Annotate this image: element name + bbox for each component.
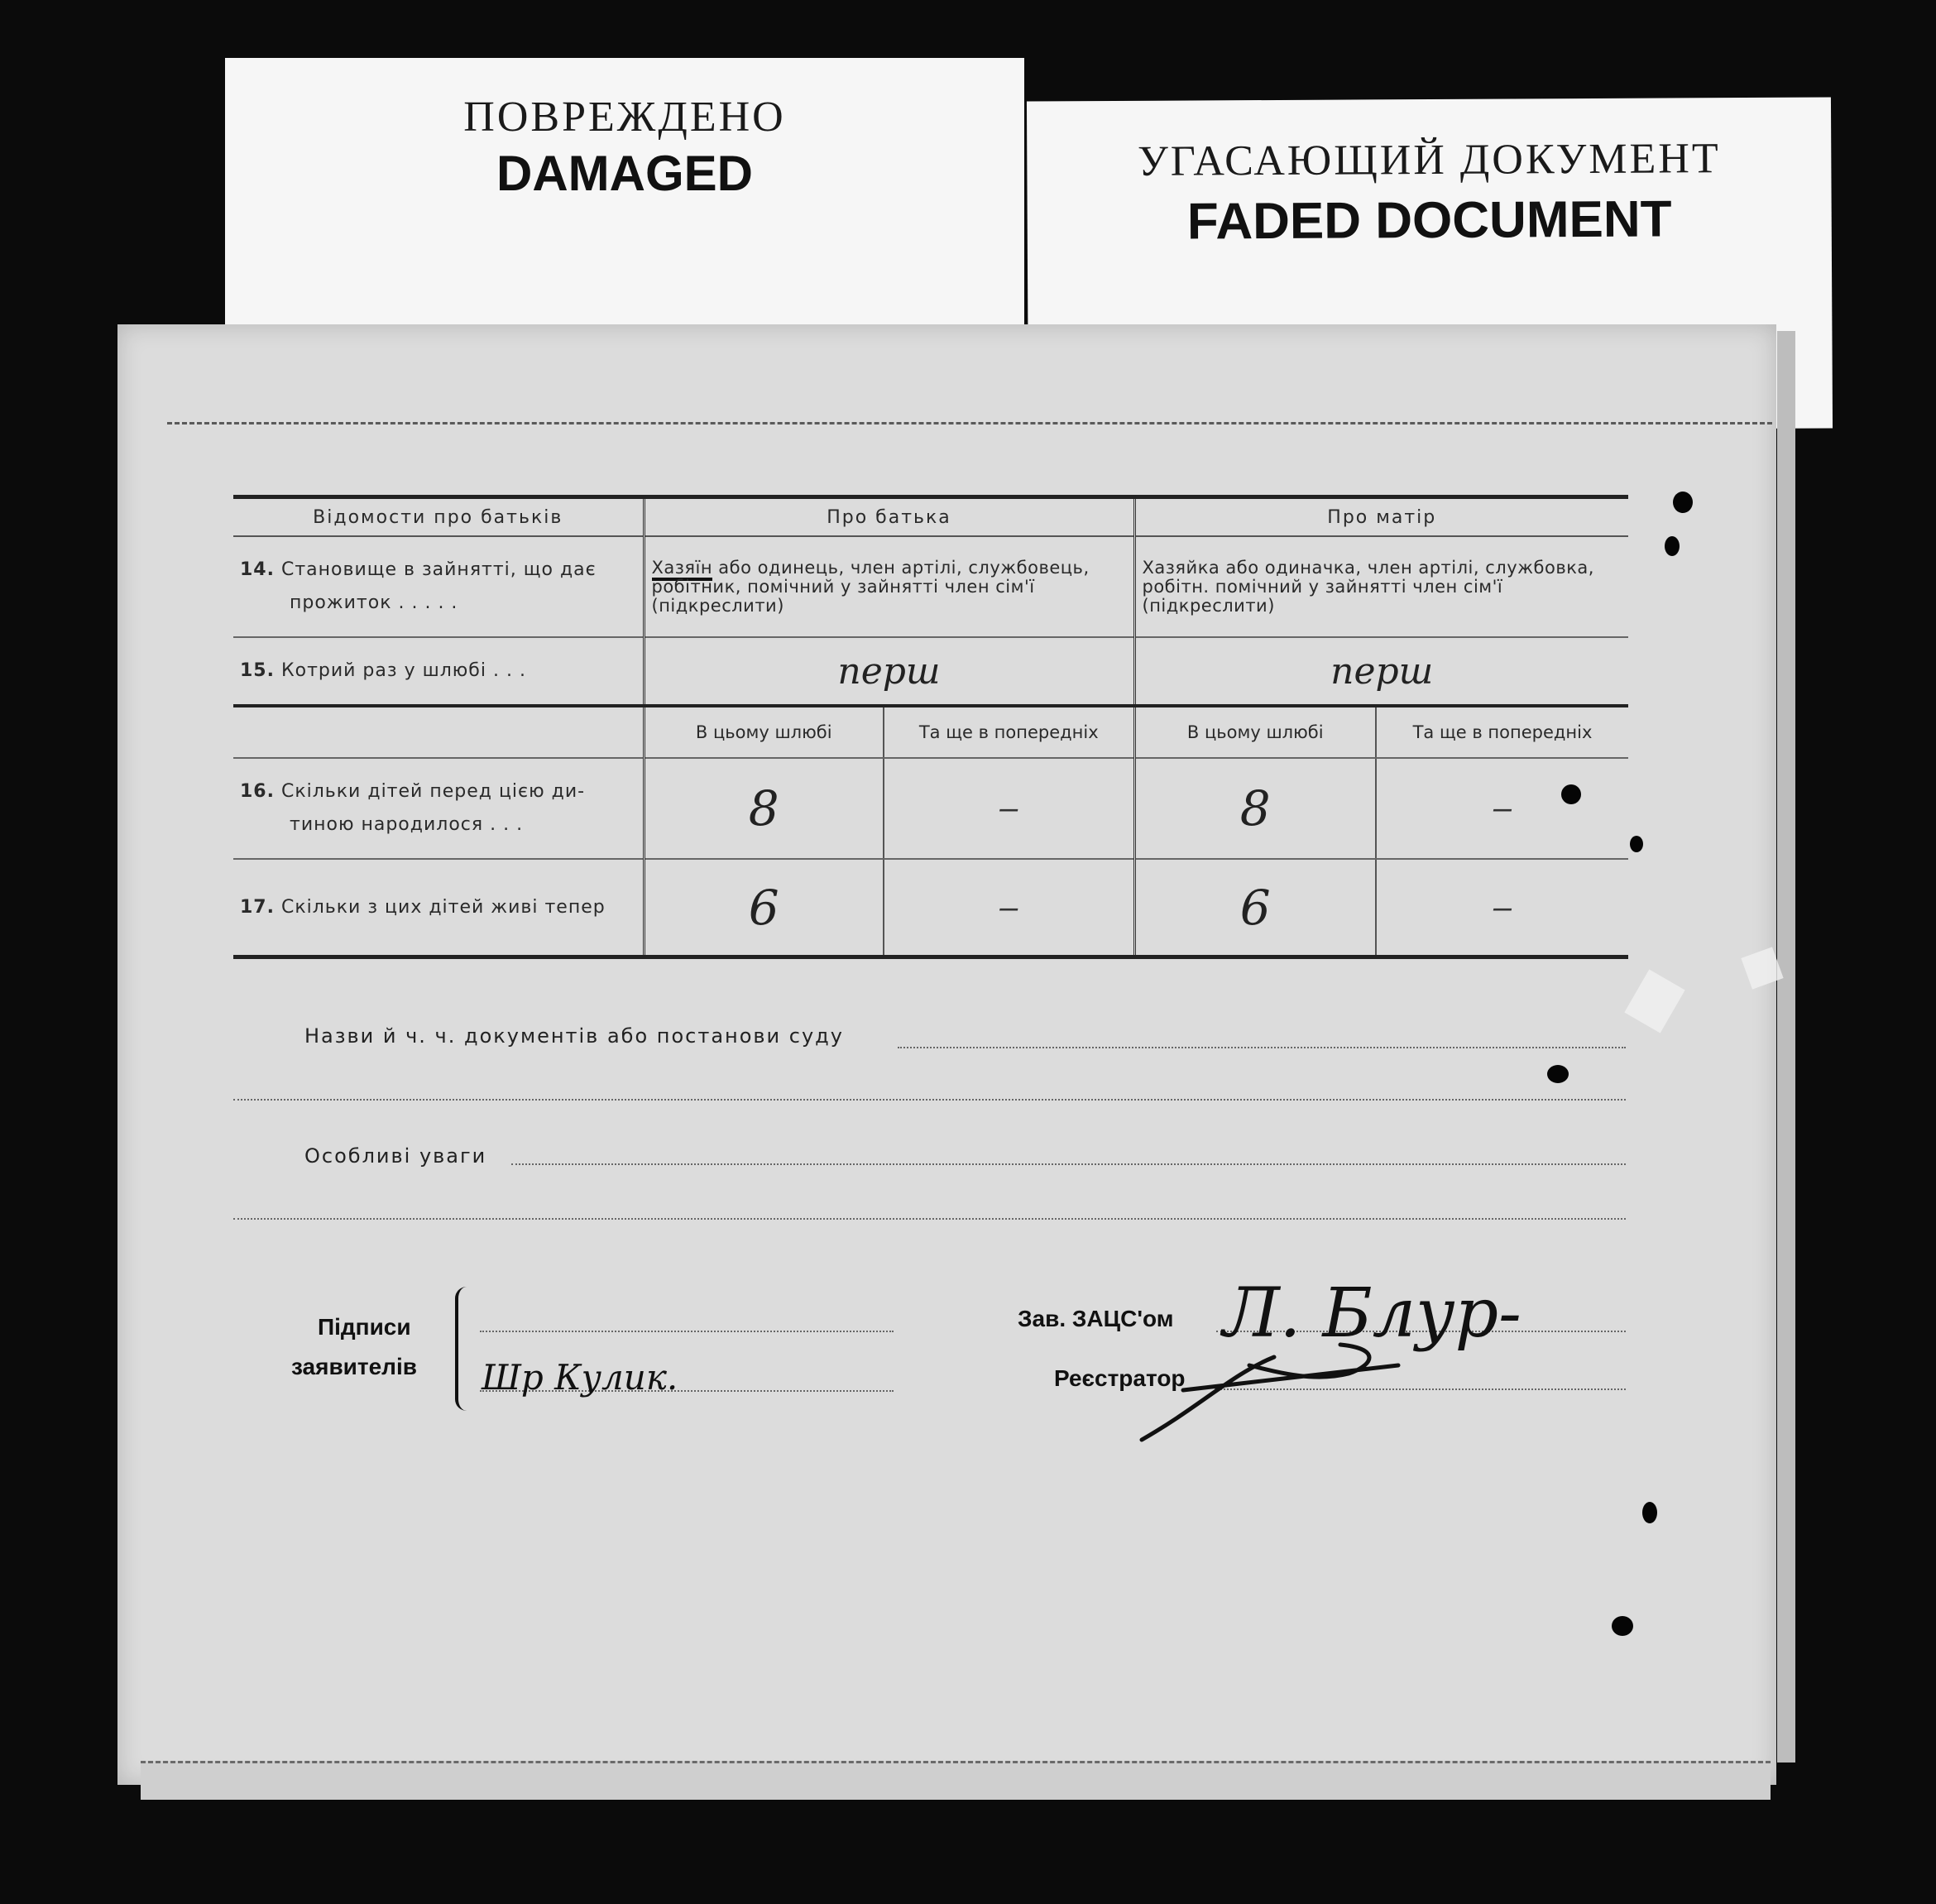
q15-number: 15. — [240, 660, 275, 681]
damage-hole — [1673, 492, 1693, 513]
damaged-label-card — [225, 58, 1024, 331]
q15-label-text: Котрий раз у шлюбі . . . — [280, 660, 526, 681]
faded-label-en: FADED DOCUMENT — [1186, 190, 1672, 251]
q15-label — [233, 637, 644, 706]
damage-hole — [1665, 536, 1680, 556]
head-signature: Л. Блур- — [1223, 1274, 1521, 1353]
subheader-empty-cell — [233, 706, 644, 758]
subheader-father-previous: Та ще в попередніх — [884, 706, 1134, 758]
q14-mother-options: Хазяйка або одиначка, член артілі, службовка, робітн. помічний у зайнятті член сім'ї (підкреслити) — [1134, 536, 1628, 637]
q14-label-line2: прожиток . . . . . — [290, 592, 458, 613]
sheet-bottom-strip — [141, 1761, 1771, 1800]
q17-label — [233, 859, 644, 957]
table-row-q14 — [233, 536, 1628, 637]
documents-dotted-line-1 — [898, 1047, 1626, 1048]
applicants-brace — [455, 1287, 470, 1411]
damage-hole — [1642, 1502, 1657, 1523]
q15-mother-value: перш — [1134, 637, 1628, 706]
registrar-signature-scribble — [1133, 1340, 1406, 1448]
q16-number: 16. — [240, 781, 275, 802]
table-header-row — [233, 497, 1628, 537]
subheader-mother-this-marriage: В цьому шлюбі — [1134, 706, 1376, 758]
q17-number: 17. — [240, 896, 275, 918]
q17-mother-this: 6 — [1134, 859, 1376, 957]
documents-label: Назви й ч. ч. документів або постанови суду — [304, 1024, 844, 1048]
sheet-edge — [1777, 331, 1795, 1763]
subheader-mother-previous: Та ще в попередніх — [1376, 706, 1628, 758]
damaged-label-ru: ПОВРЕЖДЕНО — [463, 94, 786, 141]
remarks-dotted-line-2 — [233, 1218, 1626, 1220]
applicant-signature-line-1 — [480, 1331, 894, 1332]
q16-label-line1: Скільки дітей перед цією ди- — [280, 781, 586, 802]
applicants-label-2: заявителів — [291, 1354, 417, 1379]
faded-label-ru: УГАСАЮЩИЙ ДОКУМЕНТ — [1137, 135, 1721, 185]
q16-mother-previous: ‒ — [1376, 758, 1628, 859]
documents-dotted-line-2 — [233, 1099, 1626, 1101]
q14-number: 14. — [240, 559, 275, 580]
damage-hole — [1630, 836, 1643, 852]
q14-father-options-text: або одинець, член артілі, службовець, робітник, помічний у зайнятті член сім'ї (підкреслити) — [651, 557, 1090, 616]
remarks-dotted-line-1 — [511, 1163, 1626, 1165]
table-row-q17 — [233, 859, 1628, 957]
q17-father-this: 6 — [644, 859, 884, 957]
header-parents-info: Відомости про батьків — [233, 497, 644, 537]
q14-father-options — [644, 536, 1134, 637]
q17-mother-previous: ‒ — [1376, 859, 1628, 957]
remarks-label: Особливі уваги — [304, 1144, 487, 1168]
q15-father-value: перш — [644, 637, 1134, 706]
damage-hole — [1561, 784, 1581, 804]
q14-father-selected-option: Хазяїн — [652, 558, 713, 581]
q16-mother-this: 8 — [1134, 758, 1376, 859]
q14-label — [233, 536, 644, 637]
damaged-label-en: DAMAGED — [496, 146, 753, 201]
header-about-mother: Про матір — [1134, 497, 1628, 537]
registrar-label: Реєстратор — [1054, 1365, 1186, 1391]
q16-father-this: 8 — [644, 758, 884, 859]
table-row-q16 — [233, 758, 1628, 859]
header-about-father: Про батька — [644, 497, 1134, 537]
table-row-q15 — [233, 637, 1628, 706]
applicants-label-1: Підписи — [318, 1314, 411, 1340]
subheader-father-this-marriage: В цьому шлюбі — [644, 706, 884, 758]
q14-label-line1: Становище в зайнятті, що дає — [280, 559, 597, 580]
parents-info-table — [233, 495, 1628, 959]
applicant-signature: Шр Кулик. — [482, 1357, 678, 1398]
head-of-registry-label: Зав. ЗАЦС'ом — [1018, 1306, 1174, 1331]
table-subheader-row — [233, 706, 1628, 758]
q16-label-line2: тиною народилося . . . — [290, 814, 524, 835]
q16-father-previous: ‒ — [884, 758, 1134, 859]
q16-label — [233, 758, 644, 859]
damage-hole — [1547, 1065, 1569, 1083]
damage-hole — [1612, 1616, 1633, 1636]
q17-father-previous: ‒ — [884, 859, 1134, 957]
q17-label-text: Скільки з цих дітей живі тепер — [280, 896, 606, 918]
